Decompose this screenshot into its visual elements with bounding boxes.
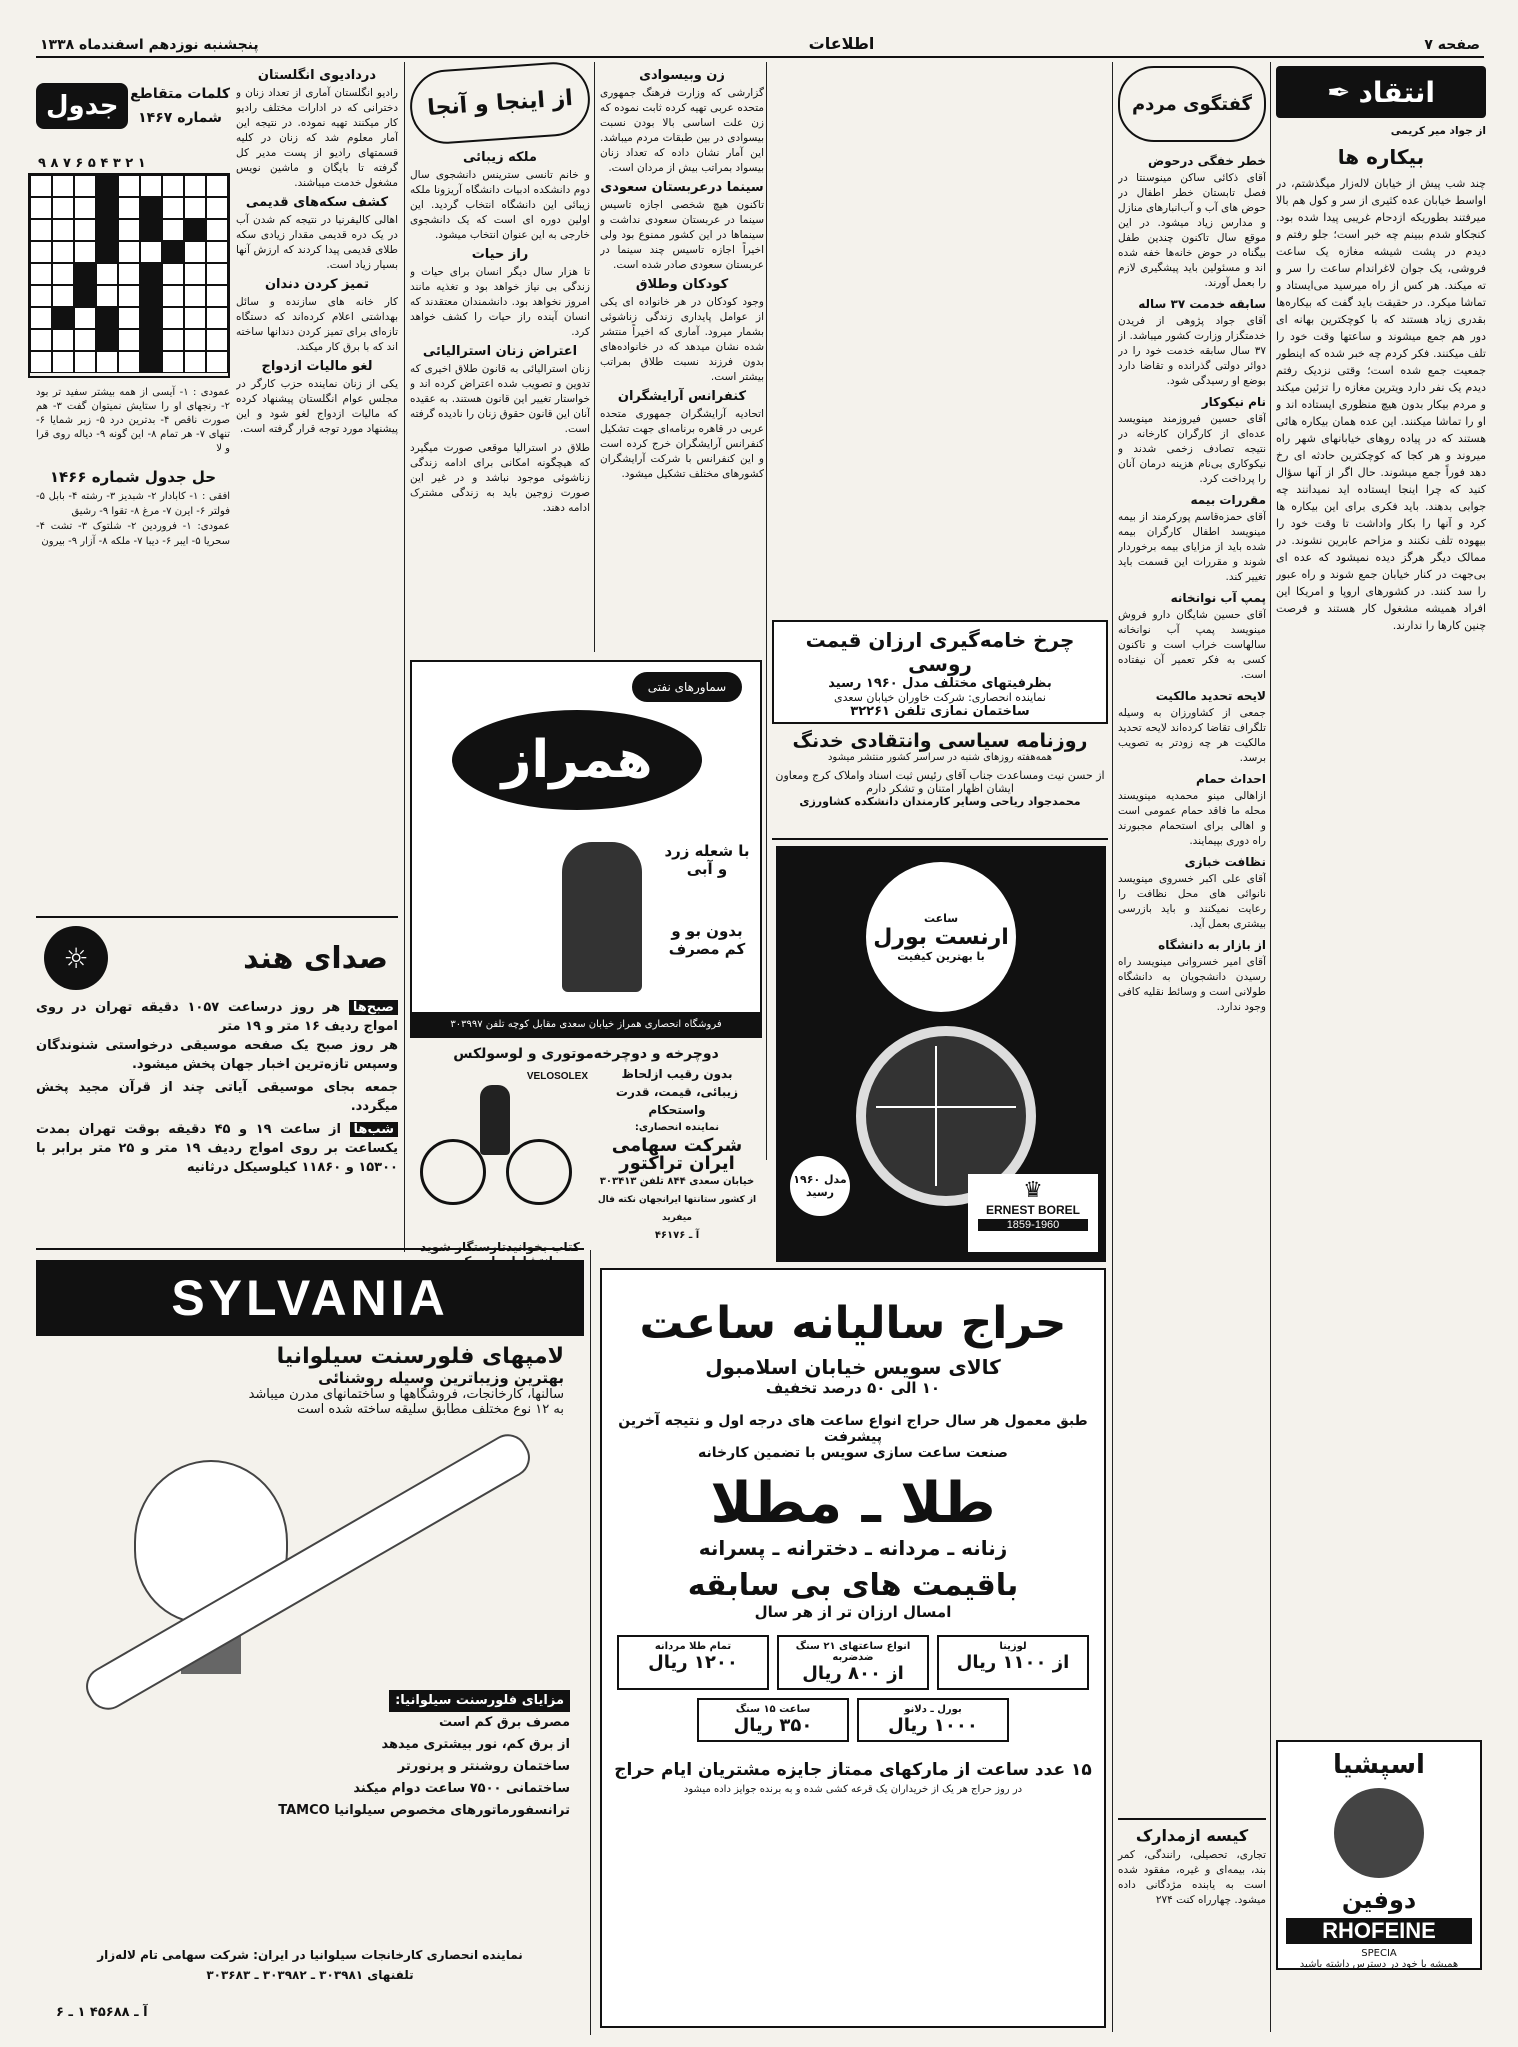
here-there-articles <box>410 148 590 648</box>
ad-line: ساعت <box>923 911 959 925</box>
article-title: ملکه زیبائی <box>463 150 537 165</box>
ad-agent-label: نماینده انحصاری: <box>634 1122 720 1133</box>
crossword-cell[interactable] <box>30 351 52 373</box>
article-title: زن وبیسوادی <box>639 68 725 83</box>
crossword-cell[interactable] <box>206 219 228 241</box>
crossword-cell[interactable] <box>206 351 228 373</box>
section-text: آقای حمزه‌قاسم پورکرمند از بیمه مینویسد اطفال کارگران بیمه شده باید از مزایای بیمه برخوردار شوند و مقررات این قسمت باید تغییر کند. <box>1118 511 1266 583</box>
ad-footer: ۱۵ عدد ساعت از مارکهای ممتاز جایزه مشتریان ایام حراج <box>614 1760 1092 1780</box>
crossword-cell[interactable] <box>162 175 184 197</box>
section-heading: خطر خفگی درحوض <box>1148 154 1266 168</box>
ad-code: آ ـ ۴۵۶۸۸ ۱ ـ ۶ <box>56 2005 148 2020</box>
ad-note: همیشه با خود در دسترس داشته باشید <box>1299 1959 1459 1970</box>
samovar-ad <box>410 660 762 1038</box>
column-divider <box>590 1250 591 2035</box>
article-title: کودکان وطلاق <box>635 277 729 292</box>
crossword-cell[interactable] <box>140 241 162 263</box>
section-text: جمعی از کشاورزان به وسیله تلگراف تقاضا کرده‌اند لایحه تحدید مالکیت هر چه زودتر به تصویب برسد. <box>1118 707 1266 764</box>
letters-list <box>1118 148 1266 1818</box>
section-heading: نظافت خبازی <box>1184 855 1266 869</box>
crossword-cell[interactable] <box>74 329 96 351</box>
ad-line: صنعت ساعت سازی سویس با تضمین کارخانه <box>698 1445 1008 1461</box>
crossword-cell[interactable] <box>118 351 140 373</box>
ad-brand: ارنست بورل <box>873 924 1009 950</box>
ad-line: طبق معمول هر سال حراج انواع ساعت های درجه اول و نتیجه آخرین پیشرفت <box>618 1413 1088 1445</box>
news-column <box>236 66 398 646</box>
crossword-cell[interactable] <box>30 285 52 307</box>
peoples-talk-column <box>1118 66 1266 2026</box>
ad-line: سالنها، کارخانجات، فروشگاهها و ساختمانهای مدرن میباشد <box>248 1387 564 1402</box>
crossword-cell[interactable] <box>52 175 74 197</box>
lost-documents-ad <box>1118 1818 1266 1908</box>
features-title: مزایای فلورسنت سیلوانیا: <box>389 1690 570 1712</box>
ad-phones: تلفنهای ۳۰۳۹۸۱ ـ ۳۰۳۹۸۲ ـ ۳۰۳۶۸۳ <box>206 1968 414 1982</box>
notice-text: از حسن نیت ومساعدت جناب آقای رئیس ثبت اسناد واملاک کرج ومعاون ایشان اظهار امتنان و تشکر دارم <box>775 769 1105 795</box>
crossword-cell[interactable] <box>118 329 140 351</box>
crossword-black-cell <box>184 219 206 241</box>
crossword-cell[interactable] <box>162 329 184 351</box>
feature-item: ترانسفورماتورهای مخصوص سیلوانیا TAMCO <box>278 1803 570 1818</box>
article-text: رادیو انگلستان آماری از تعداد زنان و دخترانی که در ادارات مختلف رادیو کار میکنند تهیه نموده. در نتیجه این آمار معلوم شد که زنان در کلیه قسمتهای رادیو از پست مدیر کل گرفته تا بایگان و ماشین نویس مشغول خدمت میباشند. <box>236 87 398 189</box>
section-heading: سابقه خدمت ۳۷ ساله <box>1138 297 1266 311</box>
morning-program: هر روز صبح یک صفحه موسیقی درخواستی شنوندگان وسپس تازه‌ترین اخبار جهان پخش میشود. <box>36 1038 398 1072</box>
price-value: ۱۲۰۰ ریال <box>648 1652 738 1673</box>
crossword-black-cell <box>140 307 162 329</box>
editorial-column <box>1276 66 1486 1366</box>
features-list <box>270 1690 570 1822</box>
ad-line: بظرفیتهای مختلف مدل ۱۹۶۰ رسید <box>828 676 1052 691</box>
article-title: بیکاره ها <box>1337 145 1425 169</box>
radio-tower-icon: ☼ <box>44 926 108 990</box>
crossword-cell[interactable] <box>184 241 206 263</box>
crossword-cell[interactable] <box>74 241 96 263</box>
ad-brand: RHOFEINE <box>1286 1918 1472 1944</box>
section-heading: لایحه تحدید مالکیت <box>1155 689 1266 703</box>
samovar-illustration <box>562 842 642 992</box>
crossword-cell[interactable] <box>52 197 74 219</box>
crossword-cell[interactable] <box>184 307 206 329</box>
crossword-cell[interactable] <box>184 351 206 373</box>
article-text: اهالی کالیفرنیا در نتیجه کم شدن آب در یک دره قدیمی مقدار زیادی سکه طلای قدیمی پیدا کردند که ارزش آنها بسیار زیاد است. <box>236 214 398 271</box>
article-text: وجود کودکان در هر خانواده ای یکی از عوامل پایداری زندگی زناشوئی بشمار میرود. آماری که اخیراً منتشر شده نشان میدهد که در خانواده‌های بدون فرزند نسبت طلاق بمراتب بیشتر است. <box>600 296 764 383</box>
crossword-black-cell <box>140 197 162 219</box>
crossword-cell[interactable] <box>184 263 206 285</box>
section-heading: احداث حمام <box>1195 772 1266 786</box>
crossword-cell[interactable] <box>52 329 74 351</box>
ad-brand: VELOSOLEX <box>526 1071 588 1082</box>
crossword-cell[interactable] <box>206 175 228 197</box>
section-text: آقای حسین شایگان دارو فروش مینویسد پمپ آب نوانخانه سالهاست خراب است و تاکنون کسی به فکر تعمیر آن نیفتاده است. <box>1118 609 1266 681</box>
crossword-cell[interactable] <box>74 197 96 219</box>
crossword-cell[interactable] <box>184 329 206 351</box>
crossword-cell[interactable] <box>162 307 184 329</box>
crossword-black-cell <box>52 307 74 329</box>
page-header <box>36 28 1484 58</box>
crossword-cell[interactable] <box>30 241 52 263</box>
crossword-cell[interactable] <box>30 307 52 329</box>
ad-brand: SYLVANIA <box>36 1260 584 1336</box>
crossword-cell[interactable] <box>74 351 96 373</box>
crossword-section <box>36 66 230 904</box>
ad-footer: فروشگاه انحصاری همراز خیابان سعدی مقابل کوچه تلفن ۳۰۳۹۹۷ <box>412 1012 760 1036</box>
crossword-cell[interactable] <box>162 351 184 373</box>
article-text: تاکنون هیچ شخصی اجازه تاسیس سینما در عربستان سعودی نداشت و سینماها در این کشور ممنوع بود ولی اخیراً اجازه تاسیس چند سینما در عربستان سعودی صادر شده است. <box>600 199 764 271</box>
section-text: آقای علی اکبر خسروی مینویسد نانوائی های محل نظافت را رعایت نمیکنند و باید بازرسی بیشتری بعمل آید. <box>1118 873 1266 930</box>
price-value: ۳۵۰ ریال <box>733 1715 813 1736</box>
column-divider <box>594 62 595 652</box>
here-there-logo: از اینجا و آنجا <box>408 60 593 146</box>
couple-logo-icon: ♛ <box>1023 1178 1043 1203</box>
crossword-cell[interactable] <box>162 263 184 285</box>
article-text: کار خانه های سازنده و سائل بهداشتی اعلام کرده‌اند که دستگاه تازه‌ای برای تمیز کردن دندانها ساخته اند که با برق کار میکند. <box>236 296 398 353</box>
ad-agent: نماینده انحصاری: شرکت خاوران خیابان سعدی <box>833 691 1046 704</box>
article-title: کشف سکه‌های قدیمی <box>245 195 389 210</box>
night-schedule: از ساعت ۱۹ و ۴۵ دقیقه بوقت تهران بمدت یکساعت بر روی امواج ردیف ۱۹ متر و ۲۵ متر برابر با ۱۵۳۰۰ و ۱۱۸۶۰ کیلوسیکل درثانیه <box>36 1122 398 1175</box>
night-label: شب‌ها <box>350 1122 398 1137</box>
crossword-cell[interactable] <box>118 219 140 241</box>
crossword-black-cell <box>140 263 162 285</box>
ad-logo: صدای هند <box>243 940 388 976</box>
section-text: آقای جواد پژوهی از فریدن خدمتگزار وزارت کشور میباشد. از ۳۷ سال سابقه خدمت خود را در دوائر دولتی گذرانده و تقاضا دارد بوضع او رسیدگی شود. <box>1118 315 1266 387</box>
solution-across: افقی : ۱- کابادار ۲- شبدیز ۳- رشته ۴- بابل ۵- فولتر ۶- ایرن ۷- مرغ ۸- تقوا ۹- رشیق <box>36 491 231 517</box>
crossword-cell[interactable] <box>184 197 206 219</box>
column-divider <box>766 62 767 1160</box>
ad-title: حراج سالیانه ساعت <box>639 1298 1067 1349</box>
bicycle-illustration <box>410 1065 592 1215</box>
crossword-black-cell <box>96 219 118 241</box>
crossword-cell[interactable] <box>206 241 228 263</box>
ad-price-label: باقیمت های بی سابقه <box>687 1568 1019 1603</box>
notice-signature: محمدجواد ریاحی وسایر کارمندان دانشکده کشاورزی <box>799 795 1081 808</box>
critique-logo: انتقاد ✒ <box>1276 66 1486 118</box>
crossword-cell[interactable] <box>52 351 74 373</box>
pen-icon: ✒ <box>1326 75 1351 109</box>
crossword-number: شماره ۱۴۶۷ <box>138 110 222 126</box>
crossword-cell[interactable] <box>140 175 162 197</box>
ad-product-name: دوفین <box>1341 1886 1417 1914</box>
model-year-badge: مدل ۱۹۶۰ رسید <box>790 1156 850 1216</box>
ad-company: شرکت سهامی <box>611 1135 743 1156</box>
ad-line: زیبائی، قیمت، قدرت واستحکام <box>615 1085 739 1117</box>
price-value: ۱۰۰۰ ریال <box>888 1715 978 1736</box>
ad-feature: با شعله زرد و آبی <box>664 842 750 878</box>
price-boxes <box>602 1635 1104 1742</box>
section-heading: نام نیکوکار <box>1201 395 1266 409</box>
voice-of-india-ad <box>36 916 398 1232</box>
crossword-column-numbers: ۱ ۲ ۳ ۴ ۵ ۶ ۷ ۸ ۹ <box>38 156 146 171</box>
crossword-cell[interactable] <box>118 197 140 219</box>
crossword-cell[interactable] <box>52 219 74 241</box>
ad-subheadline: بهترین وزیباترین وسیله روشنائی <box>318 1369 564 1387</box>
crossword-cell[interactable] <box>206 329 228 351</box>
morning-label: صبح‌ها <box>349 1000 398 1015</box>
article-text: یکی از زنان نماینده حزب کارگر در مجلس عوام انگلستان پیشنهاد کرده که مالیات ازدواج لغو شود و این پیشنهاد مورد توجه قرار گرفته است. <box>236 378 398 435</box>
peoples-talk-logo: گفتگوی مردم <box>1118 66 1266 142</box>
crossword-cell[interactable] <box>30 175 52 197</box>
price-label: لوزینا <box>999 1641 1027 1652</box>
feature-item: از برق کم، نور بیشتری میدهد <box>381 1737 570 1752</box>
crossword-black-cell <box>74 285 96 307</box>
ad-tag: سماورهای نفتی <box>632 672 742 702</box>
section-text: آقای امیر خسروانی مینویسد راه رسیدن دانشجویان به دانشگاه طولانی است و وسائط نقلیه کافی وجود ندارد. <box>1118 956 1266 1013</box>
crossword-cell[interactable] <box>206 307 228 329</box>
article-text: و خانم تانسی سترینس دانشجوی سال دوم دانشکده ادبیات دانشگاه آریزونا ملکه زیبائی این دانشگاه انتخاب گردید. این اولین دوره ای است که یک دانشجوی خارجی به این عنوان انتخاب میشود. <box>410 169 590 241</box>
friday-program: جمعه بجای موسیقی آیاتی چند از قرآن مجید پخش میگردد. <box>36 1080 398 1114</box>
notice-title: روزنامه سیاسی وانتقادی خدنگ <box>792 730 1088 752</box>
issue-date: پنجشنبه نوزدهم اسفندماه ۱۳۳۸ <box>40 37 259 53</box>
crossword-cell[interactable] <box>30 263 52 285</box>
ad-subtitle: کالای سویس خیابان اسلامبول <box>705 1355 1001 1379</box>
crossword-black-cell <box>74 263 96 285</box>
crossword-cell[interactable] <box>184 175 206 197</box>
ad-years: 1859-1960 <box>978 1219 1088 1231</box>
crossword-cell[interactable] <box>52 241 74 263</box>
crossword-cell[interactable] <box>96 351 118 373</box>
crossword-cell[interactable] <box>30 197 52 219</box>
crossword-cell[interactable] <box>118 307 140 329</box>
crossword-grid[interactable] <box>28 173 230 378</box>
section-heading: از بازار به دانشگاه <box>1158 938 1266 952</box>
article-body: چند شب پیش از خیابان لاله‌زار میگذشتم، در اواسط خیابان عده کثیری از سر و کول هم بالا میرفتند بطوریکه ازدحام غریبی پیدا شده بود. کنجکاو شدم ببینم چه خبر است؛ جلو رفتم و دیدم در پشت شیشه مغازه یک ساعت فروشی، یک جوان لاغراندام ساعت را سر و ته میکند. هر کس از راه میرسید می‌ایستاد و تماشا میکرد. در حقیقت باید گفت که بیکاره‌ها بقدری زیاد هستند که با کوچکترین بهانه ای دور هم جمع میشوند و ساعتها وقت خود را تلف میکنند. فکر کردم چه خبر شده که اینطور جمعیت جمع شده است؛ وقتی نزدیک رفتم دیدم یک نفر دارد ویترین مغازه را تزئین میکند و مردم بیکار بدون هیچ منظوری ایستاده اند و او را تماشا میکنند. این عده همان بیکاره هائی هستند که در پیاده روهای خیابانهای شهر راه میروند و هر کجا که کوچکترین حادثه ای رخ دهد فوراً جمع میشوند. حال اگر از آنها سؤال کنید که چرا اینجا ایستاده اید نمیدانند چه جوابی بدهند. باید فکری برای این بیکاره ها کرد و آنها را بکار واداشت تا وقت خود را بیهوده تلف نکنند و مزاحم عابرین نشوند. در ممالک دیگر هرگز دیده نمیشود که عده ای بی‌جهت در کنار خیابان جمع شوند و راه عبور را سد کنند. در کشورهای اروپا و امریکا این افراد همیشه مشغول کار هستند و فرصت چنین کارها را ندارند. <box>1276 177 1486 632</box>
crossword-cell[interactable] <box>74 307 96 329</box>
crossword-black-cell <box>140 219 162 241</box>
ad-headline: اسپشیا <box>1333 1750 1425 1780</box>
ad-gold: طلا ـ مطلا <box>710 1471 996 1536</box>
price-label: ساعت ۱۵ سنگ <box>735 1704 811 1715</box>
ernest-borel-ad <box>776 846 1106 1262</box>
morning-schedule: هر روز درساعت ۱۰۵۷ دقیقه تهران در روی امواج ردیف ۱۶ متر و ۱۹ متر <box>36 1000 398 1034</box>
crossword-cell[interactable] <box>30 219 52 241</box>
ad-feature: بدون بو و کم مصرف <box>668 922 746 958</box>
article-title: اعتراض زنان استرالیائی <box>422 344 578 359</box>
article-title: کنفرانس آرایشگران <box>617 389 747 404</box>
crossword-black-cell <box>140 285 162 307</box>
ad-genders: زنانه ـ مردانه ـ دخترانه ـ پسرانه <box>698 1536 1008 1560</box>
crossword-cell[interactable] <box>162 285 184 307</box>
newspaper-name: اطلاعات <box>808 34 875 53</box>
woman-illustration <box>1334 1788 1424 1878</box>
crossword-cell[interactable] <box>52 263 74 285</box>
crossword-cell[interactable] <box>96 285 118 307</box>
section-heading: مقررات بیمه <box>1190 493 1266 507</box>
crossword-cell[interactable] <box>74 219 96 241</box>
article-title: لغو مالیات ازدواج <box>261 359 373 374</box>
crossword-cell[interactable] <box>206 263 228 285</box>
ad-small-print: در روز حراج هر یک از خریداران یک قرعه کشی شده و به برنده جوایز داده میشود <box>683 1784 1023 1795</box>
crossword-black-cell <box>162 241 184 263</box>
ad-agent: نماینده انحصاری کارخانجات سیلوانیا در ایران: شرکت سهامی تام لاله‌زار <box>97 1948 523 1962</box>
column-divider <box>404 62 405 1252</box>
crossword-cell[interactable] <box>118 175 140 197</box>
price-label: تمام طلا مردانه <box>654 1641 732 1652</box>
column-divider <box>1112 62 1113 2032</box>
crossword-cell[interactable] <box>96 263 118 285</box>
ad-company: ایران تراکتور <box>619 1153 735 1174</box>
column-divider <box>1270 62 1271 2032</box>
crossword-black-cell <box>140 351 162 373</box>
ad-line: امسال ارزان تر از هر سال <box>754 1603 952 1621</box>
crossword-cell[interactable] <box>30 329 52 351</box>
ad-note: از کشور ستانتها ایرانجهان نکته فال میفرید <box>597 1195 757 1223</box>
cream-separator-ad <box>772 620 1108 724</box>
ad-address: ساختمان نمازی تلفن ۳۲۲۶۱ <box>850 704 1030 719</box>
ad-line: بدون رقیب ازلحاظ <box>621 1067 733 1081</box>
article-title: راز حیات <box>471 247 529 262</box>
ad-title: دوچرخه و دوچرخه‌موتوری و لوسولکس <box>453 1046 719 1062</box>
ad-title: کتاب بخوانیدتارستگار شوید <box>420 1240 580 1254</box>
crossword-black-cell <box>140 329 162 351</box>
ad-brand-latin: ERNEST BOREL <box>985 1203 1080 1217</box>
down-clues: عمودی : ۱- آیسی از همه بیشتر سفید تر بود ۲- رنجهای او را ستایش نمیتوان گفت ۳- هم صورت ناقص ۴- بدترین درد ۵- زبر شمایا ۶- تنهای ۷- هر تمام ۸- این گونه ۹- دیاله روی قرا و لا <box>36 387 231 454</box>
crossword-cell[interactable] <box>118 263 140 285</box>
here-there-column <box>410 66 590 651</box>
crossword-black-cell <box>96 329 118 351</box>
velosolex-ad <box>410 1044 762 1241</box>
khadang-notice <box>772 730 1108 840</box>
zan-bisavadi-article <box>600 66 764 651</box>
article-text: تا هزار سال دیگر انسان برای حیات و زندگی بی نیاز خواهد بود و تغذیه مانند امروز نخواهد بود. دانشمندان معتقدند که انسان آینده راز حیات را کشف خواهد کرد. <box>410 266 590 338</box>
article-text: زنان استرالیائی به قانون طلاق اخیری که تدوین و تصویب شده اعتراض کرده اند و خواستار تغییر این قانون هستند. به عقیده آنان این قانون حقوق زنان را نادیده گرفته است. <box>410 363 590 435</box>
crossword-logo: جدول <box>36 83 128 129</box>
rhofeine-ad <box>1276 1740 1482 1970</box>
ad-text: تجاری، تحصیلی، رانندگی، کمر بند، بیمه‌ای و غیره، مفقود شده است به یابنده مژدگانی داده میشود. چهارراه کنت ۲۷۴ <box>1118 1849 1266 1906</box>
section-text: ازاهالی مینو محمدیه مینویسند محله ما فاقد حمام عمومی است و اهالی برای استحمام مجبورند راه دوری بپیمایند. <box>1118 790 1266 847</box>
ad-title: کیسه ازمدارک <box>1135 1826 1249 1845</box>
price-value: از ۸۰۰ ریال <box>802 1663 904 1684</box>
crossword-cell[interactable] <box>206 197 228 219</box>
ad-address: خیابان سعدی ۸۴۴ تلفن ۳۰۳۴۱۳ <box>599 1176 755 1187</box>
ad-line: با بهترین کیفیت <box>897 949 985 963</box>
crossword-cell[interactable] <box>184 285 206 307</box>
price-label: انواع ساعتهای ۲۱ سنگ ضدضربه <box>795 1641 911 1663</box>
article-text: اتحادیه آرایشگران جمهوری متحده عربی در قاهره برنامه‌ای جهت تشکیل کنفرانس آرایشگران خرج کرده است و این کنفرانس با شرکت آرایشگران کشورهای مختلف تشکیل میشود. <box>600 408 764 480</box>
crossword-cell[interactable] <box>74 175 96 197</box>
sylvania-ad <box>36 1248 584 2028</box>
crossword-cell[interactable] <box>52 285 74 307</box>
crossword-black-cell <box>96 307 118 329</box>
crossword-cell[interactable] <box>118 241 140 263</box>
author-line: از جواد میر کریمی <box>1390 125 1486 137</box>
section-text: آقای حسین فیروزمند مینویسد عده‌ای از کارگران کارخانه در نتیجه تصادف زخمی شدند و نیکوکاری بی‌نام هزینه درمان آنان را پرداخت کرد. <box>1118 413 1266 485</box>
ad-discount: ۱۰ الی ۵۰ درصد تخفیف <box>765 1379 941 1397</box>
ad-code: آ ـ ۴۶۱۷۶ <box>654 1230 700 1241</box>
solution-down: عمودی: ۱- فروردین ۲- شلتوک ۳- تشت ۴- سحریا ۵- ایبر ۶- دیبا ۷- ملکه ۸- آزار ۹- بیرون <box>36 521 230 547</box>
article-text: گزارشی که وزارت فرهنگ جمهوری متحده عربی تهیه کرده ثابت نموده که زن علت اساسی بالا بودن نسبت بیسوادی در بین طبقات مردم میباشد. این آمار نشان داده که تعداد زنان بیسواد بمراتب بیش از مردان است. <box>600 87 764 174</box>
crossword-cell[interactable] <box>162 219 184 241</box>
crossword-black-cell <box>96 175 118 197</box>
article-text: طلاق در استرالیا موقعی صورت میگیرد که هیچگونه امکانی برای ادامه زندگی زناشوئی موجود نباشد و در غیر این صورت زوجین باید به زندگی مشترک ادامه دهند. <box>410 442 590 514</box>
ad-brand: همراز <box>452 710 702 810</box>
notice-subtitle: همه‌هفته روزهای شنبه در سراسر کشور منتشر میشود <box>827 752 1053 763</box>
crossword-cell[interactable] <box>162 197 184 219</box>
price-value: از ۱۱۰۰ ریال <box>956 1652 1070 1673</box>
watch-sale-ad <box>600 1268 1106 2028</box>
feature-item: ساختمان روشنتر و پرنورتر <box>397 1759 570 1774</box>
crossword-cell[interactable] <box>118 285 140 307</box>
feature-item: ساختمانی ۷۵۰۰ ساعت دوام میکند <box>353 1781 570 1796</box>
article-title: سینما درعربستان سعودی <box>600 180 764 195</box>
page-number: صفحه ۷ <box>1424 37 1480 53</box>
section-text: آقای ذکائی ساکن مینوسنتا در فصل تابستان خطر اطفال در حوض های آب و آب‌انبارهای منازل و مدارس زیاد میشود. در این موقع سال تاکنون چندین طفل بیگناه در حوض خانه‌ها خفه شده اند و مسئولین باید پیشگیری لازم را بعمل آورند. <box>1118 172 1266 289</box>
price-label: بورل ـ دلانو <box>904 1704 962 1715</box>
article-title: درداديوی انگلستان <box>257 68 377 83</box>
ad-headline: لامپهای فلورسنت سیلوانیا <box>276 1344 564 1369</box>
ad-line: به ۱۲ نوع مختلف مطابق سلیقه ساخته شده است <box>296 1402 564 1417</box>
crossword-title: کلمات متقاطع <box>130 86 230 102</box>
ad-title: چرخ خامه‌گیری ارزان قیمت روسی <box>805 628 1075 676</box>
crossword-cell[interactable] <box>206 285 228 307</box>
feature-item: مصرف برق کم است <box>439 1715 570 1730</box>
solution-title: حل جدول شماره ۱۴۶۶ <box>49 468 217 486</box>
section-heading: پمپ آب نوانخانه <box>1170 591 1266 605</box>
ad-tag: SPECIA <box>1361 1948 1397 1959</box>
crossword-black-cell <box>96 197 118 219</box>
crossword-black-cell <box>96 241 118 263</box>
article-title: تمیز کردن دندان <box>264 277 370 292</box>
